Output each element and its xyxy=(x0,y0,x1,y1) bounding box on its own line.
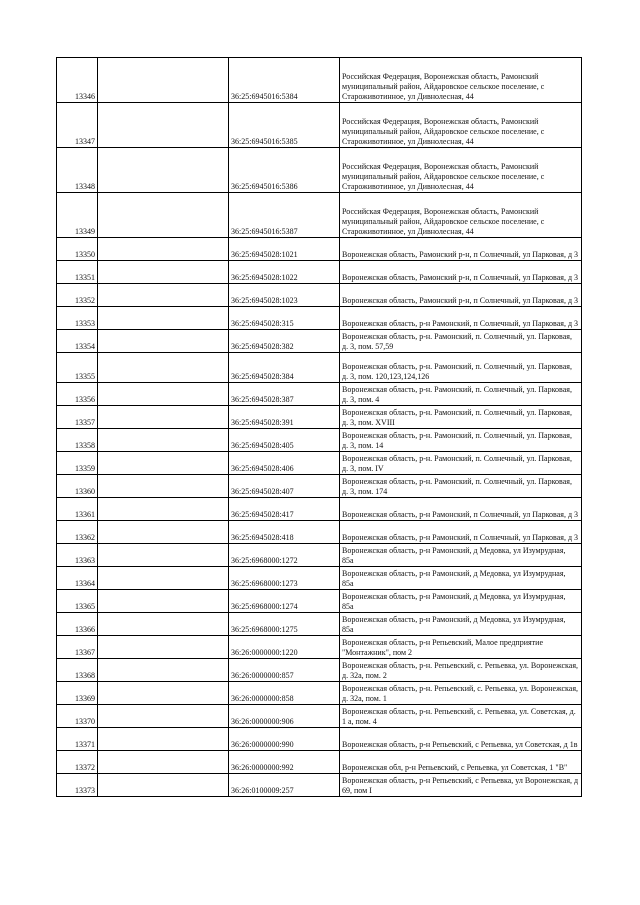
address-cell: Российская Федерация, Воронежская область, Рамонский муниципальный район, Айдаровское сельское поселение, с Староживотинное, ул Дивнолесная, 44 xyxy=(340,193,582,238)
address-cell: Воронежская область, р-н Рамонский, д Медовка, ул Изумрудная, 85а xyxy=(340,567,582,590)
empty-cell xyxy=(98,567,229,590)
row-number: 13372 xyxy=(57,751,98,774)
table-row xyxy=(57,521,582,544)
cadastral-number: 36:25:6945016:5386 xyxy=(229,148,340,193)
address-cell: Воронежская область, р-н. Репьевский, с. Репьевка, ул. Воронежская, д. 32а, пом. 1 xyxy=(340,682,582,705)
cadastral-number: 36:26:0100009:257 xyxy=(229,774,340,797)
cadastral-number: 36:26:0000000:1220 xyxy=(229,636,340,659)
address-cell: Воронежская область, р-н. Рамонский, п. Солнечный, ул. Парковая, д. 3, пом. 14 xyxy=(340,429,582,452)
empty-cell xyxy=(98,58,229,103)
cadastral-number: 36:26:0000000:857 xyxy=(229,659,340,682)
row-number: 13360 xyxy=(57,475,98,498)
cadastral-number: 36:25:6945028:1023 xyxy=(229,284,340,307)
cadastral-number: 36:25:6945028:418 xyxy=(229,521,340,544)
table-row xyxy=(57,636,582,659)
row-number: 13370 xyxy=(57,705,98,728)
row-number: 13366 xyxy=(57,613,98,636)
row-number: 13349 xyxy=(57,193,98,238)
cadastral-number: 36:25:6945028:382 xyxy=(229,330,340,353)
table-row xyxy=(57,567,582,590)
table-row xyxy=(57,682,582,705)
address-cell: Воронежская область, р-н Репьевский, с Репьевка, ул Советская, д 1в xyxy=(340,728,582,751)
table-row xyxy=(57,103,582,148)
table-row xyxy=(57,751,582,774)
table-row xyxy=(57,774,582,797)
empty-cell xyxy=(98,261,229,284)
row-number: 13347 xyxy=(57,103,98,148)
empty-cell xyxy=(98,307,229,330)
address-cell: Российская Федерация, Воронежская область, Рамонский муниципальный район, Айдаровское сельское поселение, с Староживотинное, ул Дивнолесная, 44 xyxy=(340,103,582,148)
row-number: 13369 xyxy=(57,682,98,705)
table-row xyxy=(57,498,582,521)
table-row xyxy=(57,659,582,682)
empty-cell xyxy=(98,475,229,498)
row-number: 13346 xyxy=(57,58,98,103)
table-row xyxy=(57,58,582,103)
table-row xyxy=(57,705,582,728)
empty-cell xyxy=(98,774,229,797)
registry-table xyxy=(56,57,582,797)
table-row xyxy=(57,406,582,429)
table-row xyxy=(57,613,582,636)
address-cell: Воронежская область, р-н. Репьевский, с. Репьевка, ул. Советская, д. 1 а, пом. 4 xyxy=(340,705,582,728)
empty-cell xyxy=(98,682,229,705)
empty-cell xyxy=(98,705,229,728)
row-number: 13361 xyxy=(57,498,98,521)
cadastral-number: 36:26:0000000:992 xyxy=(229,751,340,774)
address-cell: Воронежская область, р-н. Рамонский, п. Солнечный, ул. Парковая, д. 3, пом. 174 xyxy=(340,475,582,498)
row-number: 13350 xyxy=(57,238,98,261)
row-number: 13352 xyxy=(57,284,98,307)
empty-cell xyxy=(98,406,229,429)
cadastral-number: 36:25:6968000:1275 xyxy=(229,613,340,636)
address-cell: Воронежская область, р-н. Репьевский, с. Репьевка, ул. Воронежская, д. 32а, пом. 2 xyxy=(340,659,582,682)
row-number: 13358 xyxy=(57,429,98,452)
empty-cell xyxy=(98,751,229,774)
cadastral-number: 36:25:6968000:1273 xyxy=(229,567,340,590)
address-cell: Воронежская область, Рамонский р-н, п Солнечный, ул Парковая, д 3 xyxy=(340,238,582,261)
address-cell: Воронежская область, р-н Рамонский, д Медовка, ул Изумрудная, 85а xyxy=(340,613,582,636)
table-row xyxy=(57,728,582,751)
address-cell: Воронежская область, р-н Рамонский, д Медовка, ул Изумрудная, 85а xyxy=(340,544,582,567)
empty-cell xyxy=(98,544,229,567)
empty-cell xyxy=(98,284,229,307)
cadastral-number: 36:26:0000000:990 xyxy=(229,728,340,751)
empty-cell xyxy=(98,383,229,406)
empty-cell xyxy=(98,429,229,452)
table-row xyxy=(57,148,582,193)
row-number: 13367 xyxy=(57,636,98,659)
table-row xyxy=(57,330,582,353)
table-row xyxy=(57,429,582,452)
table-row xyxy=(57,475,582,498)
empty-cell xyxy=(98,103,229,148)
row-number: 13357 xyxy=(57,406,98,429)
row-number: 13365 xyxy=(57,590,98,613)
row-number: 13362 xyxy=(57,521,98,544)
empty-cell xyxy=(98,238,229,261)
cadastral-number: 36:25:6945028:406 xyxy=(229,452,340,475)
row-number: 13353 xyxy=(57,307,98,330)
empty-cell xyxy=(98,452,229,475)
empty-cell xyxy=(98,728,229,751)
empty-cell xyxy=(98,498,229,521)
empty-cell xyxy=(98,613,229,636)
address-cell: Воронежская область, р-н Рамонский, п Солнечный, ул Парковая, д 3 xyxy=(340,521,582,544)
table-row xyxy=(57,284,582,307)
cadastral-number: 36:25:6968000:1274 xyxy=(229,590,340,613)
address-cell: Воронежская область, Рамонский р-н, п Солнечный, ул Парковая, д 3 xyxy=(340,261,582,284)
empty-cell xyxy=(98,330,229,353)
address-cell: Воронежская область, р-н. Рамонский, п. Солнечный, ул. Парковая, д. 3, пом. 57,59 xyxy=(340,330,582,353)
empty-cell xyxy=(98,148,229,193)
address-cell: Воронежская область, Рамонский р-н, п Солнечный, ул Парковая, д 3 xyxy=(340,284,582,307)
address-cell: Воронежская область, р-н Репьевский, Малое предприятие "Монтажник", пом 2 xyxy=(340,636,582,659)
table-row xyxy=(57,383,582,406)
address-cell: Воронежская область, р-н. Рамонский, п. Солнечный, ул. Парковая, д. 3, пом. 120,123,124,126 xyxy=(340,353,582,383)
cadastral-number: 36:25:6945016:5385 xyxy=(229,103,340,148)
address-cell: Воронежская обл, р-н Репьевский, с Репьевка, ул Советская, 1 "В" xyxy=(340,751,582,774)
address-cell: Воронежская область, р-н. Рамонский, п. Солнечный, ул. Парковая, д. 3, пом. 4 xyxy=(340,383,582,406)
registry-body xyxy=(57,58,582,797)
table-row xyxy=(57,307,582,330)
address-cell: Воронежская область, р-н Рамонский, п Солнечный, ул Парковая, д 3 xyxy=(340,307,582,330)
row-number: 13351 xyxy=(57,261,98,284)
row-number: 13364 xyxy=(57,567,98,590)
row-number: 13373 xyxy=(57,774,98,797)
address-cell: Воронежская область, р-н. Рамонский, п. Солнечный, ул. Парковая, д. 3, пом. IV xyxy=(340,452,582,475)
cadastral-number: 36:25:6945028:1022 xyxy=(229,261,340,284)
empty-cell xyxy=(98,636,229,659)
row-number: 13359 xyxy=(57,452,98,475)
address-cell: Воронежская область, р-н Рамонский, д Медовка, ул Изумрудная, 85а xyxy=(340,590,582,613)
row-number: 13356 xyxy=(57,383,98,406)
table-row xyxy=(57,590,582,613)
table-row xyxy=(57,261,582,284)
row-number: 13355 xyxy=(57,353,98,383)
cadastral-number: 36:25:6945028:1021 xyxy=(229,238,340,261)
cadastral-number: 36:25:6945028:417 xyxy=(229,498,340,521)
table-row xyxy=(57,238,582,261)
cadastral-number: 36:25:6945028:384 xyxy=(229,353,340,383)
row-number: 13368 xyxy=(57,659,98,682)
empty-cell xyxy=(98,353,229,383)
table-row xyxy=(57,193,582,238)
cadastral-number: 36:25:6945016:5387 xyxy=(229,193,340,238)
cadastral-number: 36:25:6945028:387 xyxy=(229,383,340,406)
row-number: 13348 xyxy=(57,148,98,193)
address-cell: Воронежская область, р-н. Рамонский, п. Солнечный, ул. Парковая, д. 3, пом. XVIII xyxy=(340,406,582,429)
address-cell: Российская Федерация, Воронежская область, Рамонский муниципальный район, Айдаровское сельское поселение, с Староживотинное, ул Дивнолесная, 44 xyxy=(340,148,582,193)
table-row xyxy=(57,353,582,383)
cadastral-number: 36:25:6945028:315 xyxy=(229,307,340,330)
table-row xyxy=(57,452,582,475)
address-cell: Воронежская область, р-н Рамонский, п Солнечный, ул Парковая, д 3 xyxy=(340,498,582,521)
table-row xyxy=(57,544,582,567)
cadastral-number: 36:26:0000000:906 xyxy=(229,705,340,728)
address-cell: Воронежская область, р-н Репьевский, с Репьевка, ул Воронежская, д 69, пом I xyxy=(340,774,582,797)
empty-cell xyxy=(98,659,229,682)
row-number: 13371 xyxy=(57,728,98,751)
empty-cell xyxy=(98,590,229,613)
empty-cell xyxy=(98,521,229,544)
cadastral-number: 36:25:6945016:5384 xyxy=(229,58,340,103)
row-number: 13354 xyxy=(57,330,98,353)
row-number: 13363 xyxy=(57,544,98,567)
cadastral-number: 36:25:6945028:407 xyxy=(229,475,340,498)
address-cell: Российская Федерация, Воронежская область, Рамонский муниципальный район, Айдаровское сельское поселение, с Староживотинное, ул Дивнолесная, 44 xyxy=(340,58,582,103)
cadastral-number: 36:26:0000000:858 xyxy=(229,682,340,705)
cadastral-number: 36:25:6968000:1272 xyxy=(229,544,340,567)
cadastral-number: 36:25:6945028:405 xyxy=(229,429,340,452)
empty-cell xyxy=(98,193,229,238)
cadastral-number: 36:25:6945028:391 xyxy=(229,406,340,429)
